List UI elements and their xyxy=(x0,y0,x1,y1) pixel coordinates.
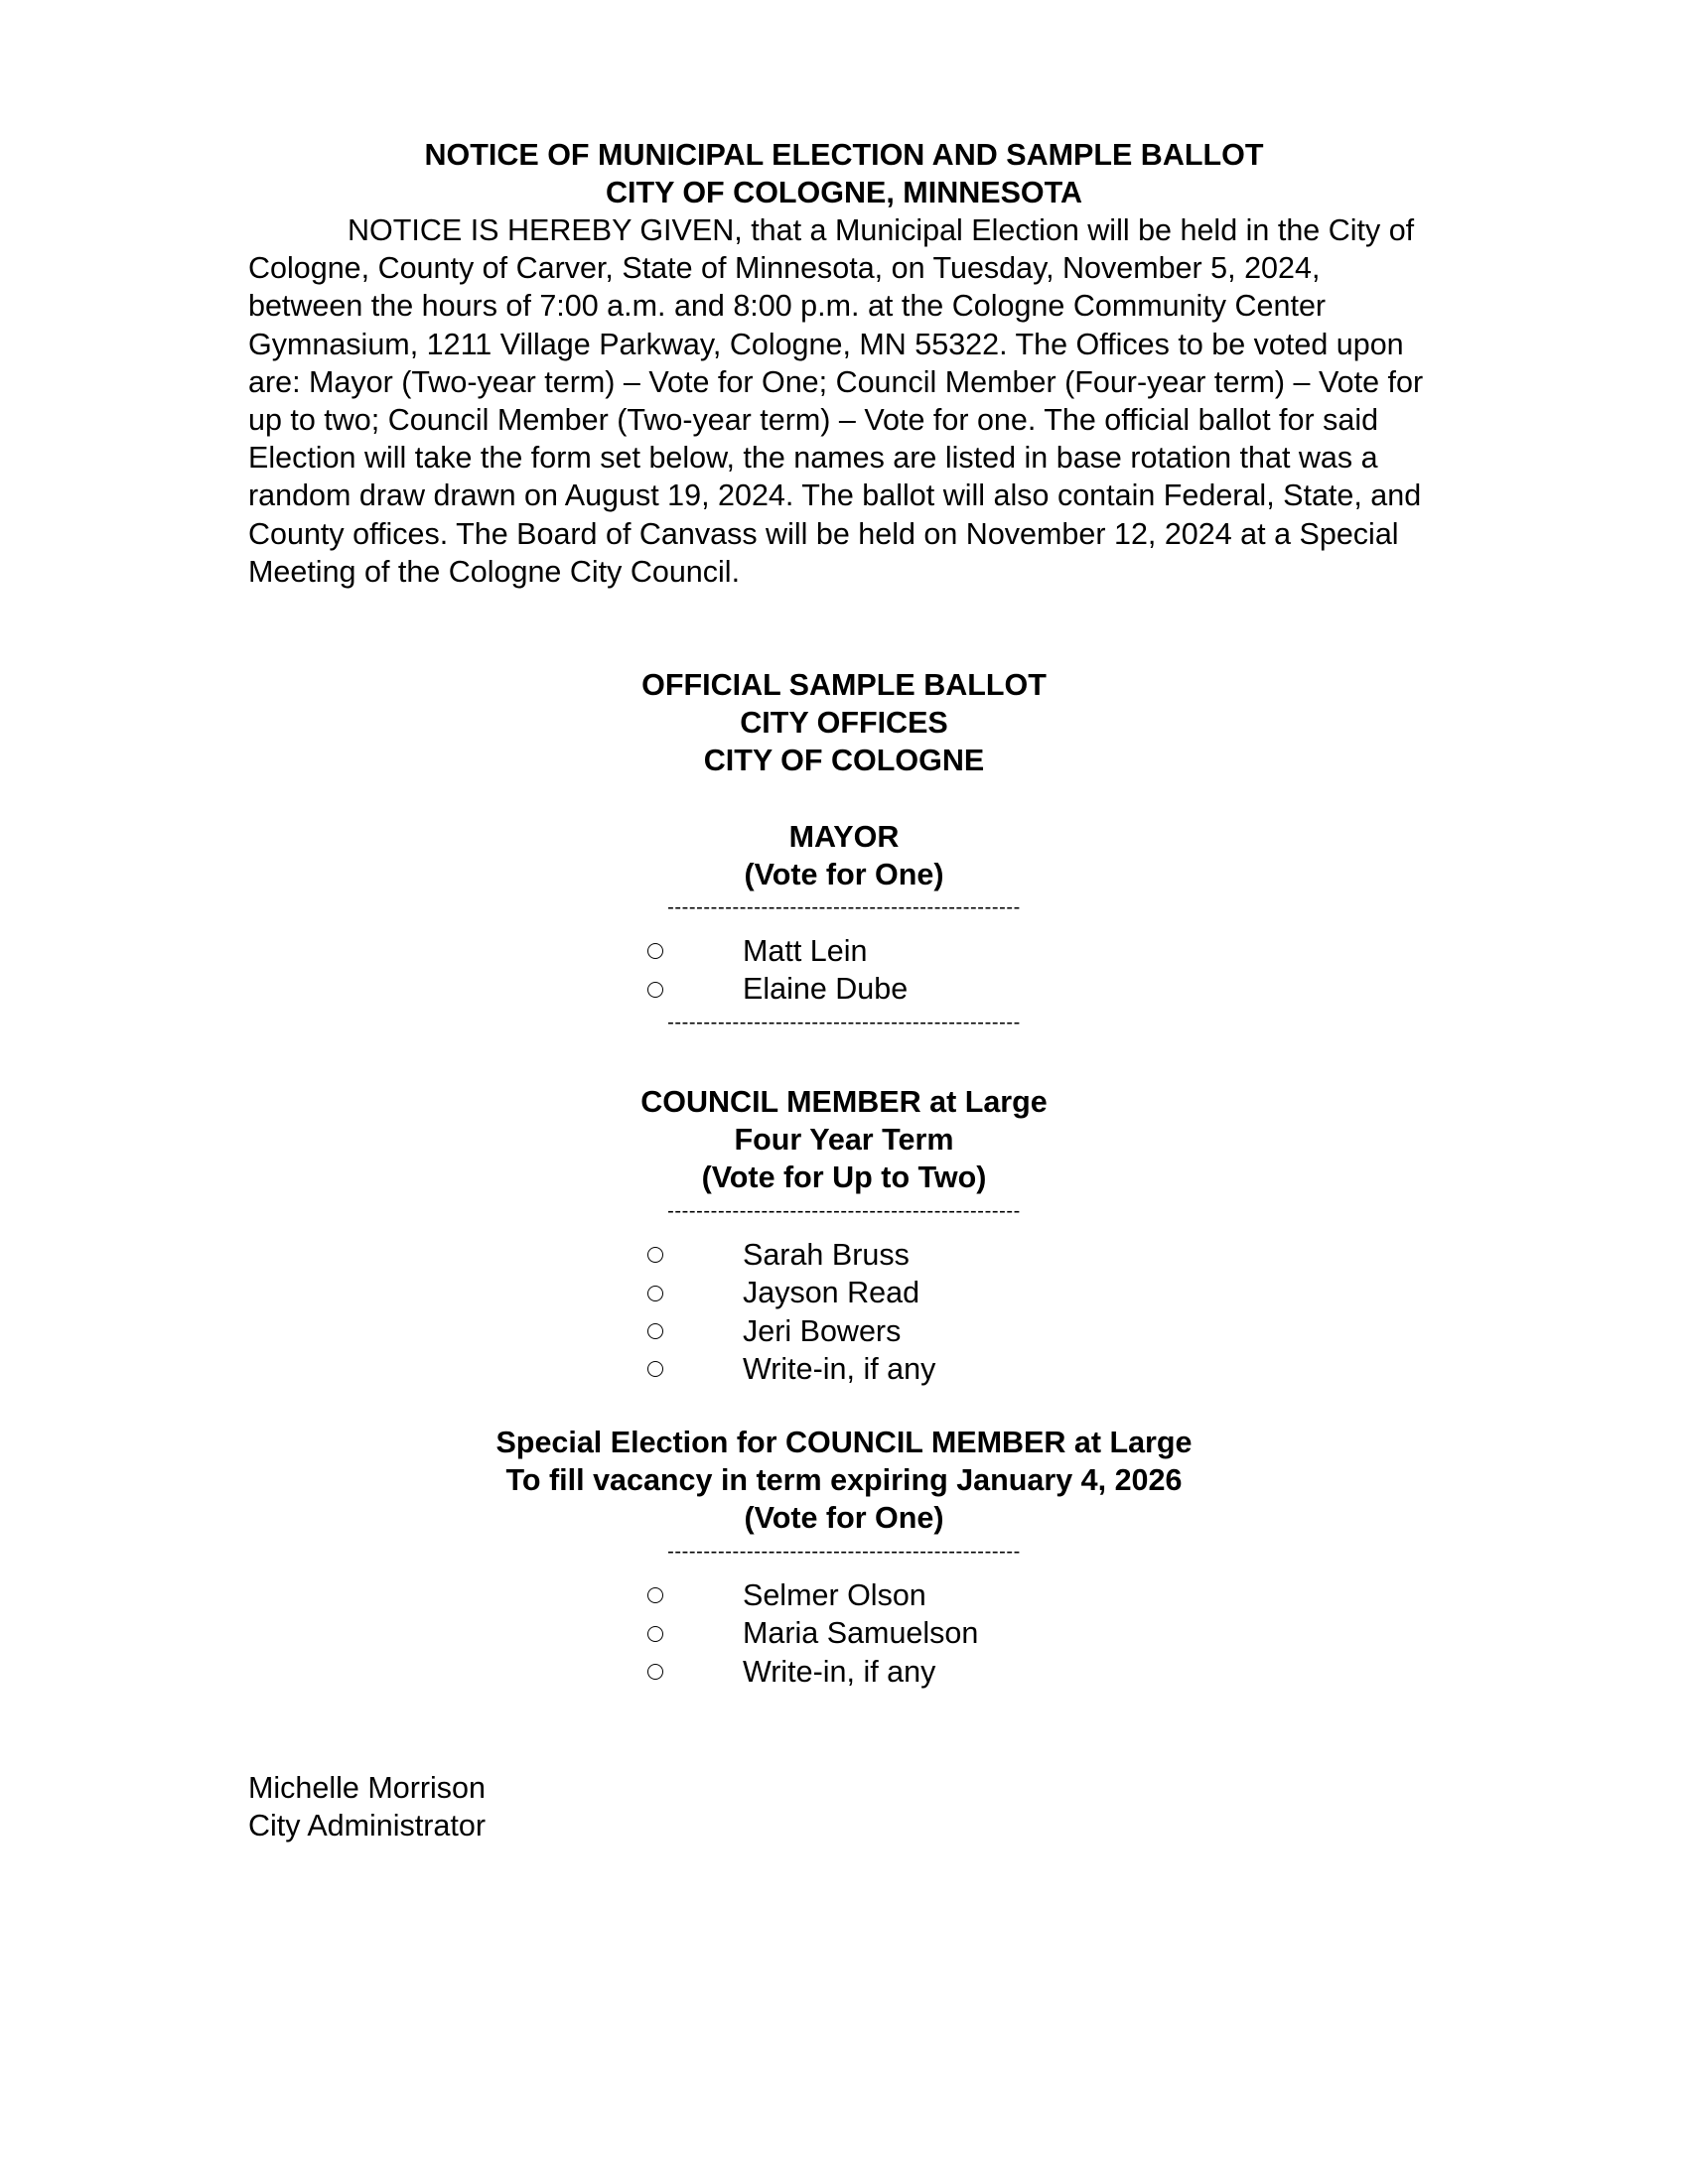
divider: ------------------------------------------------- xyxy=(667,1013,1021,1032)
vote-bubble-icon[interactable] xyxy=(647,982,663,998)
vote-bubble-icon[interactable] xyxy=(647,1664,663,1680)
divider: ------------------------------------------------- xyxy=(667,1201,1021,1221)
council-four-year-title: COUNCIL MEMBER at Large xyxy=(640,1085,1048,1119)
vote-bubble-icon[interactable] xyxy=(647,1247,663,1263)
signature-block xyxy=(248,1769,486,1844)
candidate-option[interactable] xyxy=(635,1576,978,1614)
candidate-name: Write-in, if any xyxy=(743,1654,936,1689)
notice-heading xyxy=(248,136,1440,211)
vote-bubble-icon[interactable] xyxy=(647,943,663,959)
candidate-option[interactable] xyxy=(635,1274,935,1311)
candidate-name: Maria Samuelson xyxy=(743,1616,979,1651)
council-special-instruction: (Vote for One) xyxy=(744,1501,944,1536)
candidate-option[interactable] xyxy=(635,1236,935,1274)
mayor-title: MAYOR xyxy=(788,820,900,854)
signature-title: City Administrator xyxy=(248,1809,486,1843)
vote-bubble-icon[interactable] xyxy=(647,1361,663,1377)
council-special-term: To fill vacancy in term expiring January 4, 2026 xyxy=(505,1463,1183,1498)
candidate-name: Jeri Bowers xyxy=(743,1313,902,1348)
candidate-option[interactable] xyxy=(635,1653,978,1691)
candidate-option[interactable] xyxy=(635,970,908,1008)
ballot-heading-line1: OFFICIAL SAMPLE BALLOT xyxy=(641,668,1047,702)
mayor-instruction: (Vote for One) xyxy=(744,858,944,892)
candidate-option[interactable] xyxy=(635,1614,978,1652)
mayor-candidate-list xyxy=(635,932,908,1009)
candidate-name: Write-in, if any xyxy=(743,1352,936,1387)
council-four-year-candidate-list xyxy=(635,1236,935,1389)
mayor-heading xyxy=(248,818,1440,893)
vote-bubble-icon[interactable] xyxy=(647,1626,663,1642)
notice-heading-line2: CITY OF COLOGNE, MINNESOTA xyxy=(605,176,1083,209)
council-four-year-instruction: (Vote for Up to Two) xyxy=(701,1160,987,1195)
vote-bubble-icon[interactable] xyxy=(647,1323,663,1339)
council-four-year-heading xyxy=(248,1083,1440,1197)
candidate-option[interactable] xyxy=(635,1312,935,1350)
notice-text: NOTICE IS HEREBY GIVEN, that a Municipal Election will be held in the City of Cologne, County of Carver, State of Minnesota, on Tuesday, November 5, 2024, between the hours of 7:00 a.m. and 8:00 p.m. at the Cologne Community Center Gymnasium, 1211 Village Parkway, Cologne, MN 55322. The Offices to be voted upon are: Mayor (Two-year term) – Vote for One; Council Member (Four-year term) – Vote for up to two; Council Member (Two-year term) – Vote for one. The official ballot for said Election will take the form set below, the names are listed in base rotation that was a random draw drawn on August 19, 2024. The ballot will also contain Federal, State, and County offices. The Board of Canvass will be held on November 12, 2024 at a Special Meeting of the Cologne City Council. xyxy=(248,213,1424,589)
council-four-year-term: Four Year Term xyxy=(734,1123,954,1158)
candidate-option[interactable] xyxy=(635,932,908,970)
candidate-name: Matt Lein xyxy=(743,934,868,969)
candidate-name: Sarah Bruss xyxy=(743,1238,910,1273)
ballot-heading xyxy=(248,666,1440,780)
ballot-heading-line2: CITY OFFICES xyxy=(740,706,948,741)
signature-name: Michelle Morrison xyxy=(248,1771,486,1805)
vote-bubble-icon[interactable] xyxy=(647,1587,663,1603)
council-special-title: Special Election for COUNCIL MEMBER at Large xyxy=(495,1426,1193,1459)
candidate-name: Jayson Read xyxy=(743,1276,920,1310)
divider: ------------------------------------------------- xyxy=(667,1542,1021,1562)
divider: ------------------------------------------------- xyxy=(667,897,1021,917)
vote-bubble-icon[interactable] xyxy=(647,1286,663,1301)
candidate-name: Selmer Olson xyxy=(743,1578,926,1613)
candidate-name: Elaine Dube xyxy=(743,972,909,1007)
council-special-heading xyxy=(248,1424,1440,1538)
candidate-option[interactable] xyxy=(635,1350,935,1388)
ballot-heading-line3: CITY OF COLOGNE xyxy=(703,744,985,778)
notice-heading-line1: NOTICE OF MUNICIPAL ELECTION AND SAMPLE BALLOT xyxy=(424,138,1264,172)
council-special-candidate-list xyxy=(635,1576,978,1691)
notice-paragraph xyxy=(248,211,1440,591)
